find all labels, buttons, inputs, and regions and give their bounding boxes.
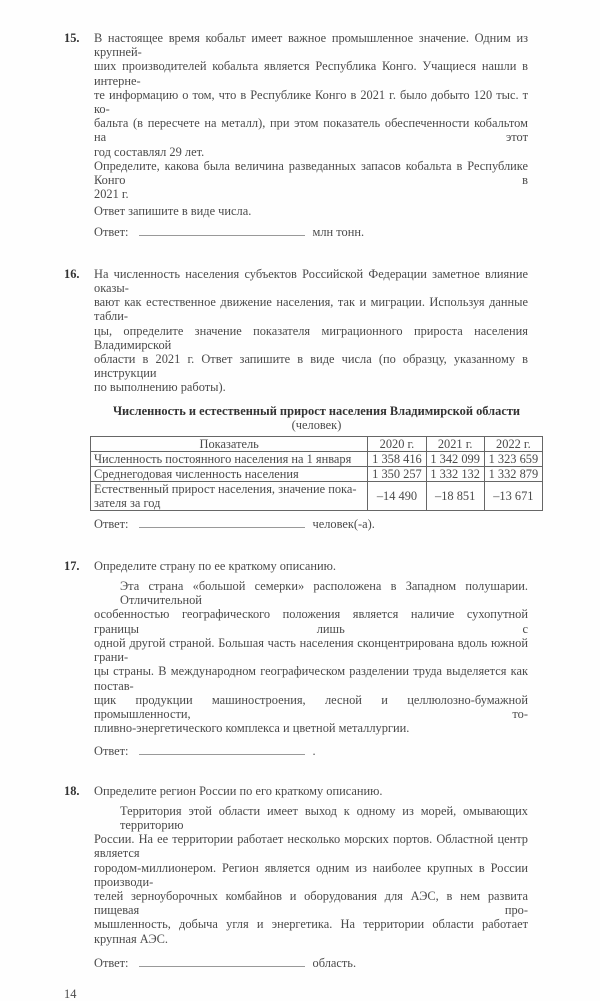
question-line: Определите, какова была величина разведанных запасов кобальта в Республике Конго в [94,158,528,188]
answer-18 [94,956,528,970]
text-line: одной другой страной. Большая часть населения сконцентрирована вдоль южной грани- [94,635,528,665]
question-18 [64,783,528,970]
text-line: год составлял 29 лет. [94,144,205,159]
answer-label: Ответ: [94,744,129,759]
instruction: Ответ запишите в виде числа. [94,204,252,219]
text-line: пливно-энергетического комплекса и цветной металлургии. [94,721,410,736]
question-16 [64,266,539,531]
header-cell: 2020 г. [368,436,426,451]
text-line: городом-миллионером. Регион является одним из наиболее крупных в России производи- [94,860,528,889]
cell: 1 332 132 [426,466,484,481]
prompt: Определите страну по ее краткому описанию. [94,558,336,573]
answer-unit: человек(-а). [312,516,375,531]
question-number-17: 17. [64,558,80,573]
answer-16 [94,517,528,531]
text-line: вают как естественное движение населения, так и миграции. Используя данные табли- [94,295,528,324]
text-line: ших производителей кобальта является Республика Конго. Учащиеся нашли в интерне- [94,59,528,88]
text-line: бальта (в пересчете на металл), при этом показатель обеспеченности кобальтом на этот [94,116,528,145]
text-line: области в 2021 г. Ответ запишите в виде числа (по образцу, указанному в инструкции [94,352,528,381]
text-line: В настоящее время кобальт имеет важное промышленное значение. Одним из крупней- [94,31,528,60]
table-title: Численность и естественный прирост населения Владимирской области [112,403,521,418]
text-line: На численность населения субъектов Российской Федерации заметное влияние оказы- [94,266,528,296]
header-cell: Показатель [91,436,368,451]
cell: 1 342 099 [426,451,484,466]
prompt: Определите регион России по его краткому описанию. [94,783,383,798]
cell: –13 671 [484,481,542,510]
population-table [90,436,543,511]
cell: Численность постоянного населения на 1 января [91,451,368,466]
cell: 1 350 257 [368,466,426,481]
text-line: Эта страна «большой семерки» расположена в Западном полушарии. Отличительной [120,579,528,608]
question-15 [64,31,528,239]
answer-17 [94,744,528,758]
text-line: телей зерноуборочных комбайнов и оборудования для АЭС, в нем развита пищевая про- [94,888,528,918]
answer-unit: область. [312,955,357,970]
cell-line: Естественный прирост населения, значение пока- [94,481,357,496]
cell: –14 490 [368,481,426,510]
text-line: особенностью географического положения является наличие сухопутной границы лишь с [94,607,528,636]
table-header-row [91,436,543,451]
question-17 [64,558,528,759]
text-line: цы, определите значение показателя миграционного прироста населения Владимирской [94,323,528,352]
cell [91,481,368,510]
table-row [91,481,543,510]
text-line: мышленность, добыча угля и энергетика. На территории области работает крупная АЭС. [94,917,528,946]
answer-label: Ответ: [94,516,129,531]
cell: 1 323 659 [484,451,542,466]
table-subtitle: (человек) [291,417,342,432]
answer-unit: . [312,744,316,759]
text-line: Территория этой области имеет выход к одному из морей, омывающих территорию [120,803,528,832]
answer-label: Ответ: [94,224,129,239]
answer-unit: млн тонн. [312,224,365,239]
text-line: России. На ее территории работает несколько морских портов. Областной центр является [94,832,528,861]
table-row [91,466,543,481]
text-line: щик продукции машиностроения, лесной и целлюлозно-бумажной промышленности, то- [94,692,528,721]
answer-field[interactable] [139,956,305,967]
text-line: те информацию о том, что в Республике Конго в 2021 г. было добыто 120 тыс. т ко- [94,87,528,117]
header-cell: 2021 г. [426,436,484,451]
cell-line: зателя за год [94,495,161,510]
answer-field[interactable] [139,225,305,236]
header-cell: 2022 г. [484,436,542,451]
text-line: по выполнению работы). [94,380,226,395]
answer-15 [94,225,528,239]
cell: –18 851 [426,481,484,510]
question-number-18: 18. [64,783,80,798]
answer-label: Ответ: [94,955,129,970]
question-line: 2021 г. [94,187,129,202]
cell: 1 332 879 [484,466,542,481]
text-line: цы страны. В международном географическом разделении труда выделяется как постав- [94,664,528,693]
cell: Среднегодовая численность населения [91,466,368,481]
cell: 1 358 416 [368,451,426,466]
table-row [91,451,543,466]
page-number: 14 [64,986,77,1001]
answer-field[interactable] [139,517,305,528]
question-number-16: 16. [64,266,80,281]
question-number-15: 15. [64,31,80,45]
